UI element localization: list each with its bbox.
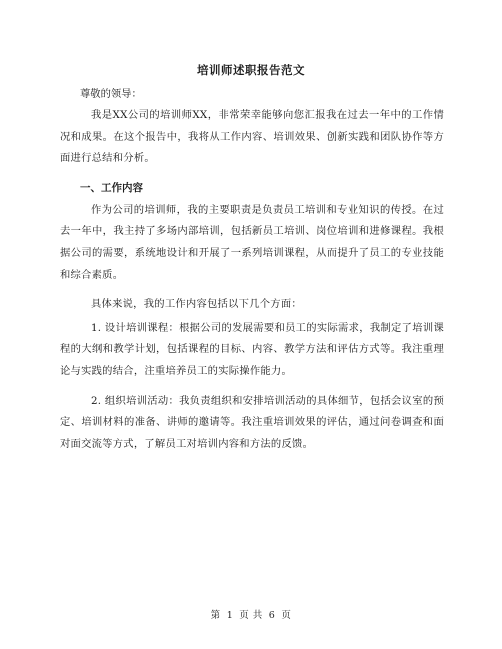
- footer-prefix: 第: [210, 610, 221, 621]
- work-details-intro: 具体来说，我的工作内容包括以下几个方面：: [91, 298, 302, 311]
- document-body: [60, 84, 444, 463]
- intro-paragraph: 我是XX公司的培训师XX，非常荣幸能够向您汇报我在过去一年中的工作情况和成果。在这个报告中，我将从工作内容、培训效果、创新实践和团队协作等方面进行总结和分析。: [60, 109, 444, 165]
- document-title: 培训师述职报告范文: [197, 63, 305, 77]
- work-content-paragraph: 作为公司的培训师，我的主要职责是负责员工培训和专业知识的传授。在过去一年中，我主持了多场内部培训，包括新员工培训、岗位培训和进修课程。我根据公司的需要，系统地设计和开展了一系列培训课程，从而提升了员工的专业技能和综合素质。: [60, 203, 444, 281]
- footer-suffix: 页: [281, 610, 292, 621]
- footer-total-pages: 6: [268, 610, 276, 621]
- footer-current-page: 1: [226, 610, 234, 621]
- list-item-design-courses: 1. 设计培训课程：根据公司的发展需要和员工的实际需求，我制定了培训课程的大纲和教学计划，包括课程的目标、内容、教学方法和评估方式等。我注重理论与实践的结合，注重培养员工的实际操作能力。: [60, 321, 444, 377]
- section-heading-work-content: 一、工作内容: [80, 181, 143, 194]
- page-footer: [0, 610, 502, 622]
- salutation: 尊敬的领导：: [80, 88, 142, 100]
- list-item-organize-training: 2. 组织培训活动：我负责组织和安排培训活动的具体细节，包括会议室的预定、培训材料的准备、讲师的邀请等。我注重培训效果的评估，通过问卷调查和面对面交流等方式，了解员工对培训内容和方法的反馈。: [60, 394, 444, 450]
- footer-middle: 页 共: [239, 610, 263, 621]
